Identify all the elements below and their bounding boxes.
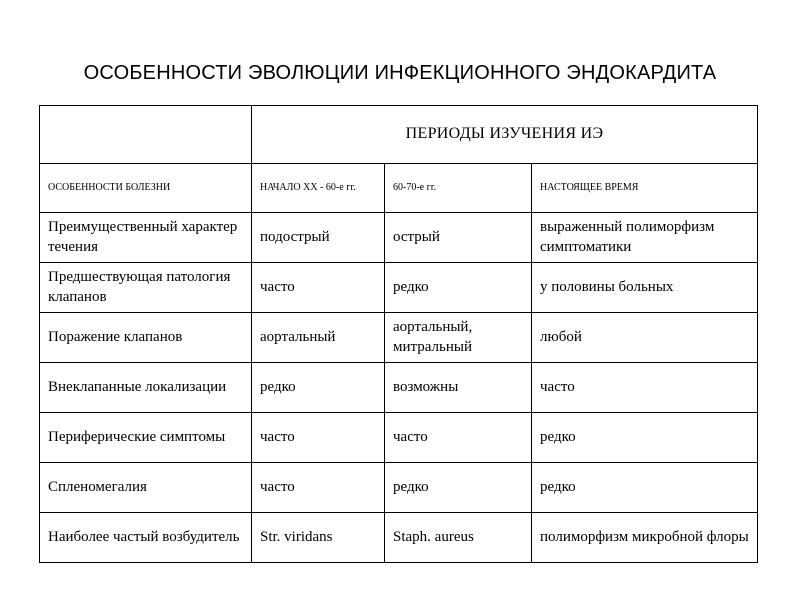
table-cell: часто: [532, 363, 758, 413]
table-cell: у половины больных: [532, 263, 758, 313]
table-row: [40, 363, 758, 413]
table-row: [40, 513, 758, 563]
table-row: [40, 463, 758, 513]
table-cell: часто: [252, 263, 385, 313]
table-cell: часто: [385, 413, 532, 463]
periods-header-row: [40, 106, 758, 164]
column-header-present: НАСТОЯЩЕЕ ВРЕМЯ: [532, 164, 758, 213]
empty-corner-cell: [40, 106, 252, 164]
table-cell: часто: [252, 413, 385, 463]
table-row: [40, 263, 758, 313]
table-cell: полиморфизм микробной флоры: [532, 513, 758, 563]
table-cell: редко: [385, 463, 532, 513]
table-cell: выраженный полиморфизм симптоматики: [532, 213, 758, 263]
row-label: Поражение клапанов: [40, 313, 252, 363]
table-cell: редко: [532, 413, 758, 463]
table-cell: часто: [252, 463, 385, 513]
table-row: [40, 313, 758, 363]
table-cell: подострый: [252, 213, 385, 263]
table-cell: Staph. aureus: [385, 513, 532, 563]
table-cell: редко: [385, 263, 532, 313]
row-label: Периферические симптомы: [40, 413, 252, 463]
column-header-row: [40, 164, 758, 213]
table-row: [40, 213, 758, 263]
slide-title: ОСОБЕННОСТИ ЭВОЛЮЦИИ ИНФЕКЦИОННОГО ЭНДОКАРДИТА: [83, 62, 717, 84]
table-cell: редко: [252, 363, 385, 413]
row-label: Предшествующая патология клапанов: [40, 263, 252, 313]
column-header-early-period: НАЧАЛО XX - 60-е гг.: [252, 164, 385, 213]
row-label: Наиболее частый возбудитель: [40, 513, 252, 563]
row-label: Спленомегалия: [40, 463, 252, 513]
row-label: Преимущественный характер течения: [40, 213, 252, 263]
table-cell: аортальный, митральный: [385, 313, 532, 363]
table-cell: острый: [385, 213, 532, 263]
table-cell: любой: [532, 313, 758, 363]
periods-header: ПЕРИОДЫ ИЗУЧЕНИЯ ИЭ: [252, 106, 758, 164]
evolution-table: [39, 105, 758, 563]
column-header-60-70s: 60-70-е гг.: [385, 164, 532, 213]
table-cell: возможны: [385, 363, 532, 413]
table-cell: аортальный: [252, 313, 385, 363]
table-cell: редко: [532, 463, 758, 513]
column-header-features: ОСОБЕННОСТИ БОЛЕЗНИ: [40, 164, 252, 213]
table-cell: Str. viridans: [252, 513, 385, 563]
row-label: Внеклапанные локализации: [40, 363, 252, 413]
table-row: [40, 413, 758, 463]
